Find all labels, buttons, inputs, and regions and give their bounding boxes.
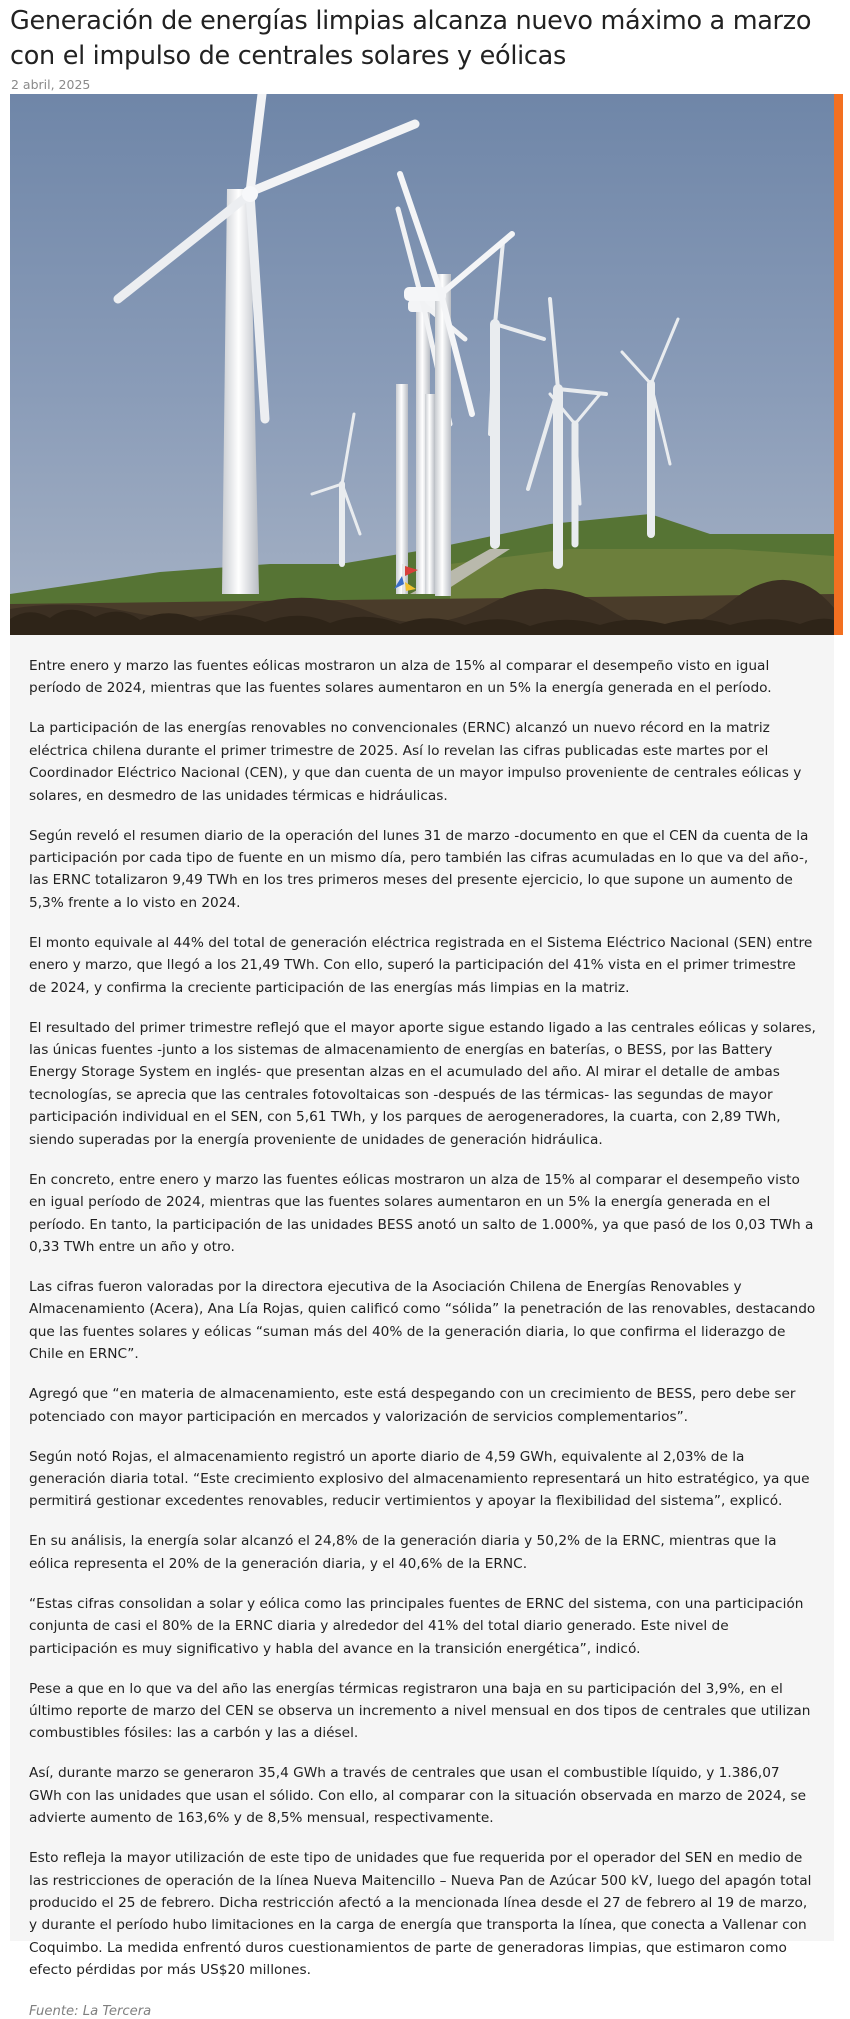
paragraph: Esto refleja la mayor utilización de este tipo de unidades que fue requerida por el operador del SEN en medio de las restricciones de operación de la línea Nueva Maitencillo – Nueva Pan de Azúcar 500 kV, luego del apagón total producido el 25 de febrero. Dicha restricción afectó a la mencionada línea desde el 27 de febrero al 19 de marzo, y durante el período hubo limitaciones en la carga de energía que transporta la línea, que conecta a Vallenar con Coquimbo. La medida enfrentó duros cuestionamientos de parte de generadoras limpias, que estimaron como efecto pérdidas por más US$20 millones. <box>29 1850 812 1979</box>
paragraph: Según reveló el resumen diario de la operación del lunes 31 de marzo -documento en que el CEN da cuenta de la participación por cada tipo de fuente en un mismo día, pero también las cifras acumuladas en lo que va del año-, las ERNC totalizaron 9,49 TWh en los tres primeros meses del presente ejercicio, lo que supone un aumento de 5,3% frente a lo visto en 2024. <box>29 827 809 911</box>
paragraph: Pese a que en lo que va del año las energías térmicas registraron una baja en su participación del 3,9%, en el último reporte de marzo del CEN se observa un incremento a nivel mensual en dos tipos de centrales que utilizan combustibles fósiles: las a carbón y las a diésel. <box>29 1680 811 1742</box>
paragraph: El monto equivale al 44% del total de generación eléctrica registrada en el Sistema Eléctrico Nacional (SEN) entre enero y marzo, que llegó a los 21,49 TWh. Con ello, superó la participación del 41% vista en el primer trimestre de 2024, y confirma la creciente participación de las energías más limpias en la matriz. <box>29 934 813 996</box>
wind-farm-photo <box>10 94 834 635</box>
article-source: Fuente: La Tercera <box>29 2003 152 2019</box>
paragraph: Así, durante marzo se generaron 35,4 GWh a través de centrales que usan el combustible líquido, y 1.386,07 GWh con las unidades que usan el sólido. Con ello, al comparar con la situación observada en marzo de 2024, se advierte aumento de 163,6% y de 8,5% mensual, respectivamente. <box>29 1765 807 1827</box>
article-title: Generación de energías limpias alcanza nuevo máximo a marzo con el impulso de centrales solares y eólicas <box>10 6 812 71</box>
paragraph: En concreto, entre enero y marzo las fuentes eólicas mostraron un alza de 15% al comparar el desempeño visto en igual período de 2024, mientras que las fuentes solares aumentaron en un 5% la energía generada en el período. En tanto, la participación de las unidades BESS anotó un salto de 1.000%, ya que pasó de los 0,03 TWh a 0,33 TWh entre un año y otro. <box>29 1171 814 1255</box>
paragraph: Según notó Rojas, el almacenamiento registró un aporte diario de 4,59 GWh, equivalente al 2,03% de la generación diaria total. “Este crecimiento explosivo del almacenamiento representará un hito estratégico, ya que permitirá gestionar excedentes renovables, reducir vertimientos y apoyar la flexibilidad del sistema”, explicó. <box>29 1448 810 1510</box>
paragraph: Agregó que “en materia de almacenamiento, este está despegando con un crecimiento de BESS, pero debe ser potenciado con mayor participación en mercados y valorización de servicios complementarios”. <box>29 1386 796 1425</box>
paragraph: Entre enero y marzo las fuentes eólicas mostraron un alza de 15% al comparar el desempeño visto en igual período de 2024, mientras que las fuentes solares aumentaron en un 5% la energía generada en el período. <box>29 658 772 697</box>
wind-farm-illustration <box>10 94 834 635</box>
paragraph: La participación de las energías renovables no convencionales (ERNC) alcanzó un nuevo récord en la matriz eléctrica chilena durante el primer trimestre de 2025. Así lo revelan las cifras publicadas este martes por el Coordinador Eléctrico Nacional (CEN), y que dan cuenta de un mayor impulso proveniente de centrales eólicas y solares, en desmedro de las unidades térmicas e hidráulicas. <box>29 720 802 804</box>
paragraph: El resultado del primer trimestre reflejó que el mayor aporte sigue estando ligado a las centrales eólicas y solares, las únicas fuentes -junto a los sistemas de almacenamiento de energías en baterías, o BESS, por las Battery Energy Storage System en inglés- que presentan alzas en el acumulado del año. Al mirar el detalle de ambas tecnologías, se aprecia que las centrales fotovoltaicas son -después de las térmicas- las segundas de mayor participación individual en el SEN, con 5,61 TWh, y los parques de aerogeneradores, la cuarta, con 2,89 TWh, siendo superadas por la energía proveniente de unidades de generación hidráulica. <box>29 1019 816 1148</box>
article-header <box>0 0 850 94</box>
article-date: 2 abril, 2025 <box>11 77 91 92</box>
paragraph: “Estas cifras consolidan a solar y eólica como las principales fuentes de ERNC del sistema, con una participación conjunta de casi el 80% de la ERNC diaria y alrededor del 41% del total diario generado. Este nivel de participación es muy significativo y habla del avance en la transición energética”, indicó. <box>29 1595 804 1657</box>
paragraph: Las cifras fueron valoradas por la directora ejecutiva de la Asociación Chilena de Energías Renovables y Almacenamiento (Acera), Ana Lía Rojas, quien calificó como “sólida” la penetración de las renovables, destacando que las fuentes solares y eólicas “suman más del 40% de la generación diaria, lo que confirma el liderazgo de Chile en ERNC”. <box>29 1278 816 1363</box>
accent-bar <box>834 94 843 635</box>
article-figure <box>10 94 844 635</box>
article-body <box>10 635 834 2019</box>
paragraph: En su análisis, la energía solar alcanzó el 24,8% de la generación diaria y 50,2% de la ERNC, mientras que la eólica representa el 20% de la generación diaria, y el 40,6% de la ERNC. <box>29 1533 777 1572</box>
